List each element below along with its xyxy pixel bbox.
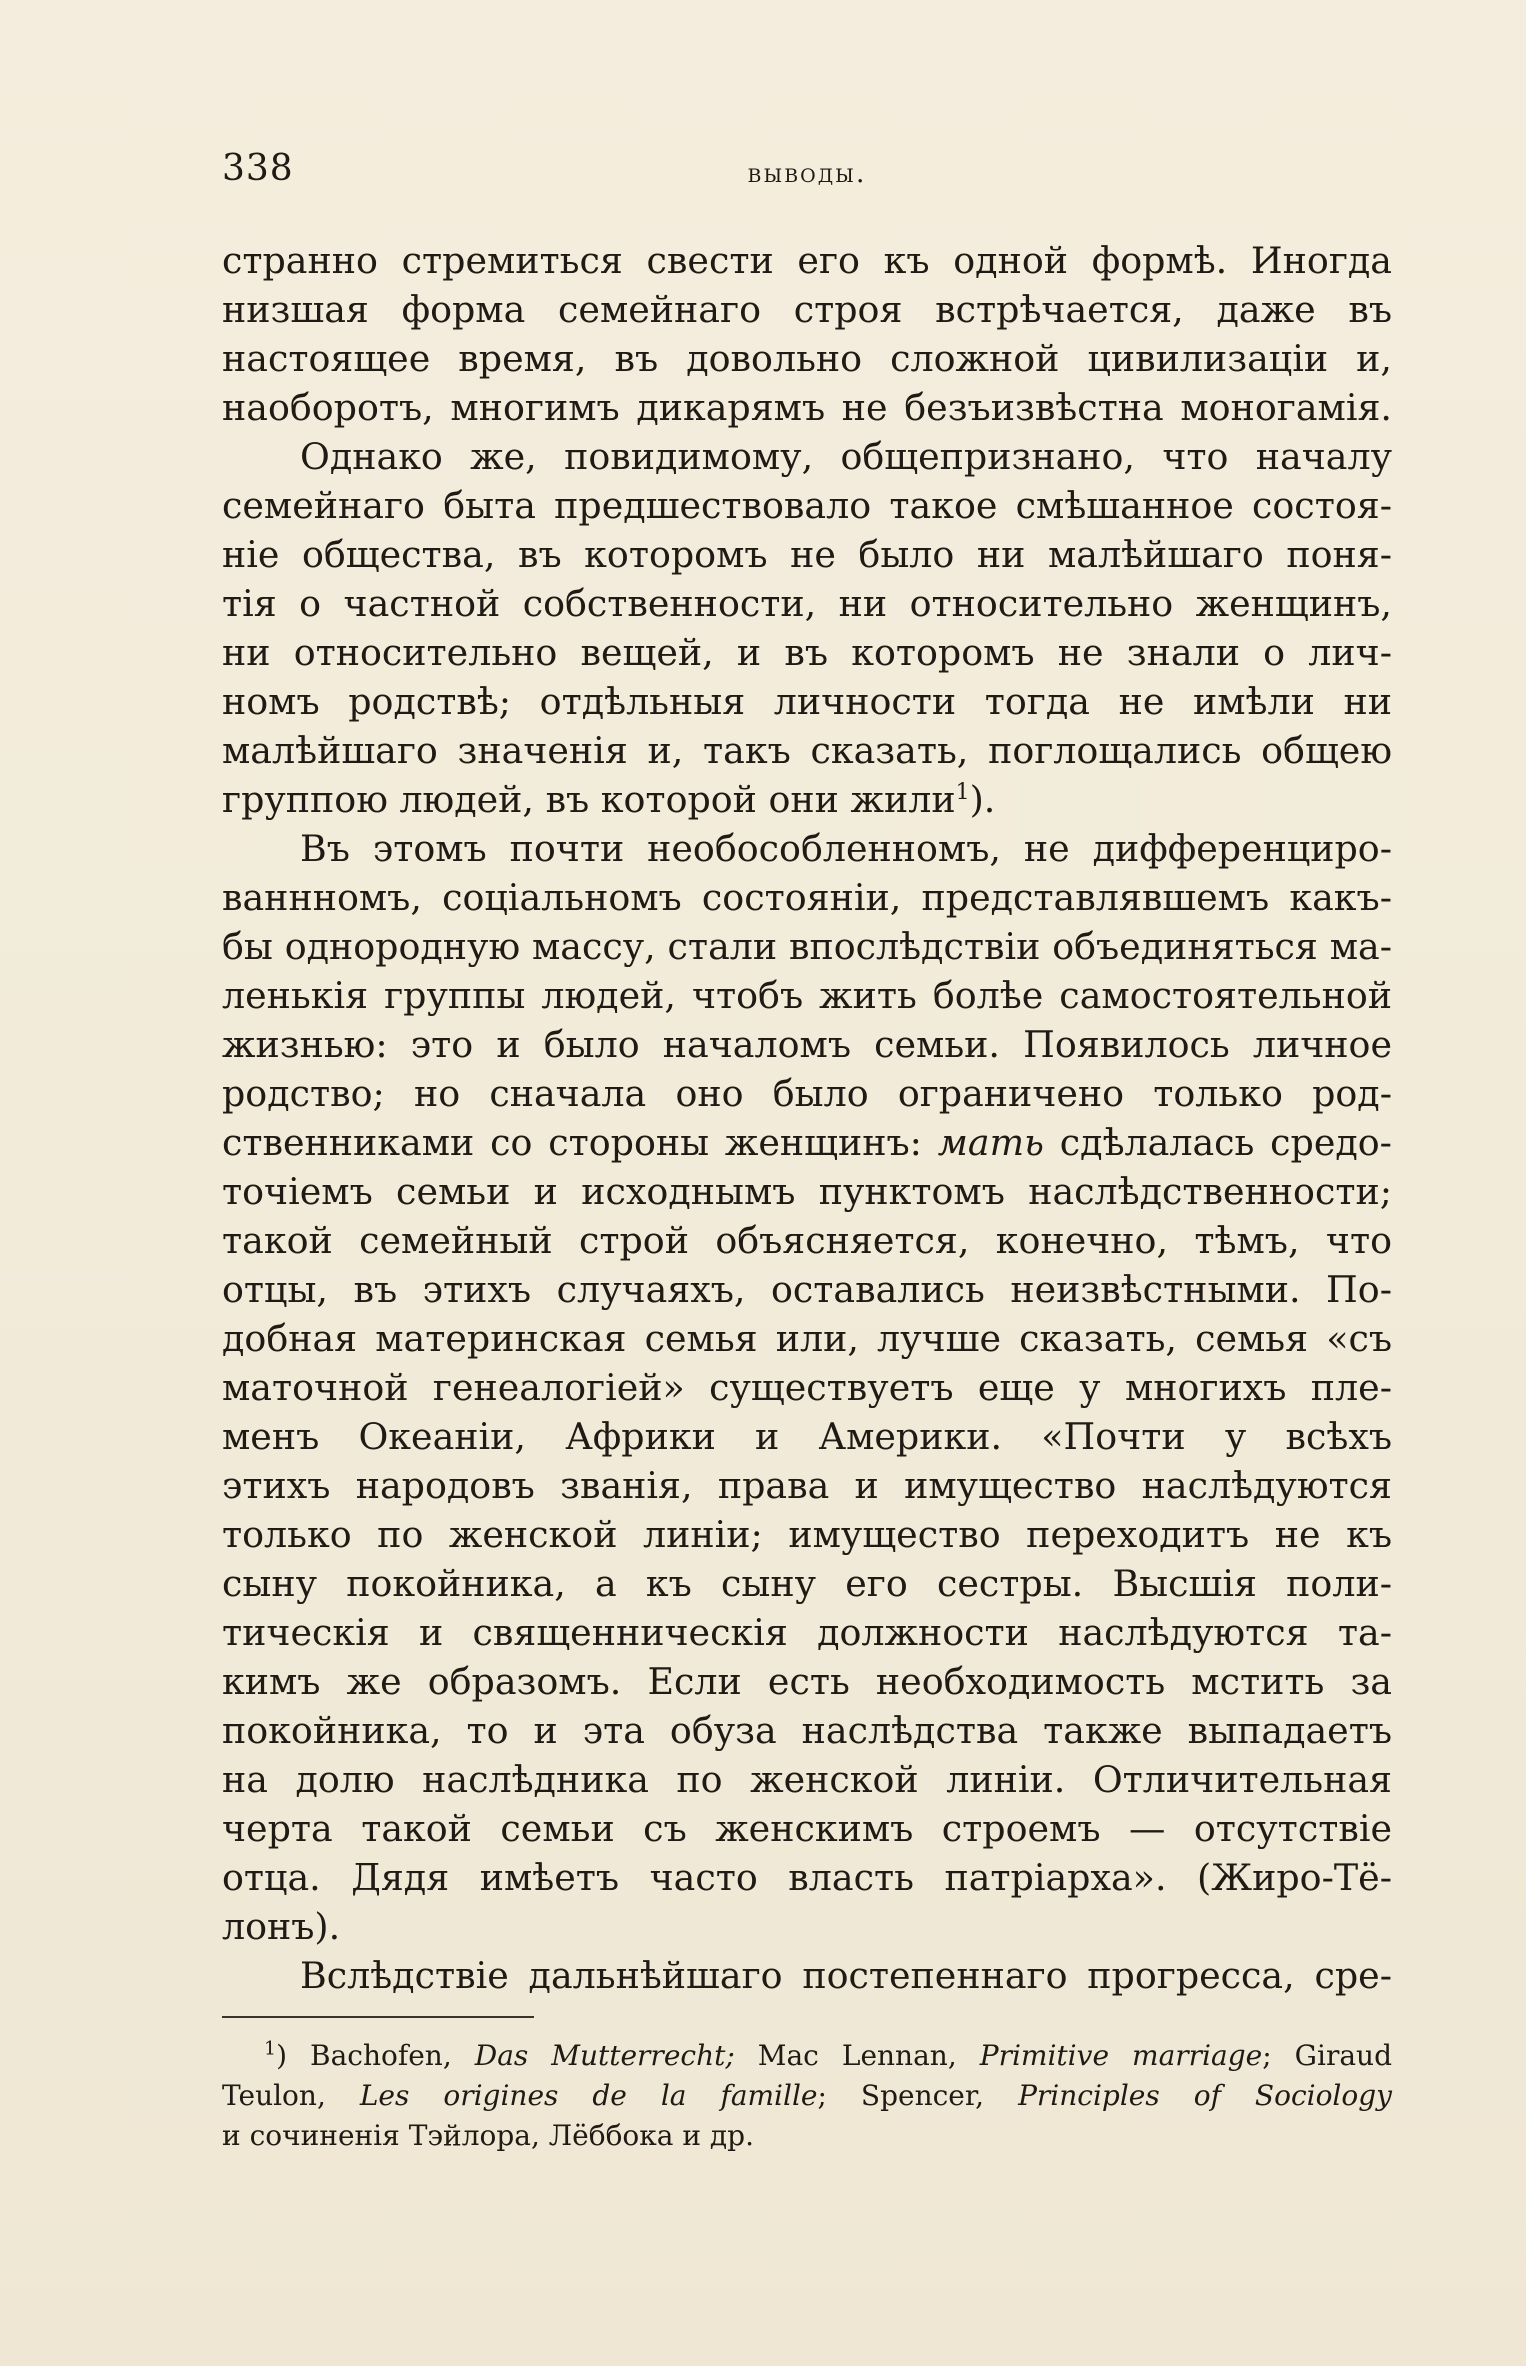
- text-line: ваннномъ, соціальномъ состояніи, представлявшемъ какъ-: [222, 876, 1392, 919]
- text-line: такой семейный строй объясняется, конечно, тѣмъ, что: [222, 1219, 1392, 1262]
- text-line: только по женской линіи; имущество переходитъ не къ: [222, 1513, 1392, 1556]
- footnote-title: Principles of Sociology: [1018, 2079, 1392, 2112]
- text-line: отца. Дядя имѣетъ часто власть патріарха». (Жиро-Тё-: [222, 1856, 1392, 1899]
- text-line: странно стремиться свести его къ одной формѣ. Иногда: [222, 239, 1392, 282]
- text-line: номъ родствѣ; отдѣльныя личности тогда не имѣли ни: [222, 680, 1392, 723]
- footnote-text: ; Giraud: [1262, 2039, 1392, 2072]
- footnote-line: [222, 2036, 1392, 2076]
- text-line: кимъ же образомъ. Если есть необходимость мстить за: [222, 1660, 1392, 1703]
- text-line: настоящее время, въ довольно сложной цивилизаціи и,: [222, 337, 1392, 380]
- paragraph-3: [222, 824, 1392, 1951]
- text-line: сыну покойника, а къ сыну его сестры. Высшія поли-: [222, 1562, 1392, 1605]
- footnote-line: и сочиненія Тэйлора, Лёббока и др.: [222, 2119, 754, 2152]
- text-line: добная материнская семья или, лучше сказать, семья «съ: [222, 1317, 1392, 1360]
- text-line: родство; но сначала оно было ограничено только род-: [222, 1072, 1392, 1115]
- text-line: [222, 775, 1392, 824]
- footnote-title: Primitive marriage: [979, 2039, 1263, 2072]
- text-line: покойника, то и эта обуза наслѣдства также выпадаетъ: [222, 1709, 1392, 1752]
- footnote-text: Teulon,: [222, 2079, 360, 2112]
- italic-word: мать: [937, 1121, 1044, 1164]
- paragraph-4: [222, 1951, 1392, 2000]
- line-text: группою людей, въ которой они жили: [222, 778, 956, 821]
- paragraph-1: [222, 236, 1392, 432]
- line-text: ственниками со стороны женщинъ:: [222, 1121, 922, 1164]
- running-head: выводы.: [747, 158, 867, 189]
- footnote-text: ; Spencer,: [817, 2079, 1019, 2112]
- footnote-line: [222, 2076, 1392, 2116]
- footnote-title: Das Mutterrecht;: [474, 2039, 735, 2072]
- footnote-divider: [222, 2016, 534, 2018]
- text-line: точіемъ семьи и исходнымъ пунктомъ наслѣдственности;: [222, 1170, 1392, 1213]
- text-line: низшая форма семейнаго строя встрѣчается, даже въ: [222, 288, 1392, 331]
- text-line: ніе общества, въ которомъ не было ни малѣйшаго поня-: [222, 533, 1392, 576]
- text-line: тія о частной собственности, ни относительно женщинъ,: [222, 582, 1392, 625]
- paragraph-2: [222, 432, 1392, 824]
- text-line: Вслѣдствіе дальнѣйшаго постепеннаго прогресса, сре-: [300, 1954, 1392, 1997]
- text-line: тическія и священническія должности наслѣдуются та-: [222, 1611, 1392, 1654]
- text-line: жизнью: это и было началомъ семьи. Появилось личное: [222, 1023, 1392, 1066]
- page-header: [222, 148, 1392, 198]
- text-line: на долю наслѣдника по женской линіи. Отличительная: [222, 1758, 1392, 1801]
- text-line: Въ этомъ почти необособленномъ, не дифференциро-: [300, 827, 1392, 870]
- text-line: бы однородную массу, стали впослѣдствіи объединяться ма-: [222, 925, 1392, 968]
- footnote-text: Mac Lennan,: [734, 2039, 980, 2072]
- footnote-text: ) Bachofen,: [276, 2039, 475, 2072]
- line-tail: сдѣлалась средо-: [1043, 1121, 1392, 1164]
- footnote-title: Les origines de la famille: [359, 2079, 818, 2112]
- text-line: [222, 1118, 1392, 1167]
- text-line: отцы, въ этихъ случаяхъ, оставались неизвѣстными. По-: [222, 1268, 1392, 1311]
- footnote: [222, 2036, 1392, 2156]
- text-line: Однако же, повидимому, общепризнано, что началу: [300, 435, 1392, 478]
- page-number: 338: [222, 148, 294, 189]
- text-line: менъ Океаніи, Африки и Америки. «Почти у всѣхъ: [222, 1415, 1392, 1458]
- text-line: ни относительно вещей, и въ которомъ не знали о лич-: [222, 631, 1392, 674]
- line-tail: ).: [969, 778, 996, 821]
- text-line: маточной генеалогіей» существуетъ еще у многихъ пле-: [222, 1366, 1392, 1409]
- text-line: ленькія группы людей, чтобъ жить болѣе самостоятельной: [222, 974, 1392, 1017]
- text-line: малѣйшаго значенія и, такъ сказать, поглощались общею: [222, 729, 1392, 772]
- main-text: [222, 236, 1392, 2000]
- text-line: лонъ).: [222, 1905, 341, 1948]
- text-line: наоборотъ, многимъ дикарямъ не безъизвѣстна моногамія.: [222, 386, 1392, 429]
- text-line: черта такой семьи съ женскимъ строемъ — отсутствіе: [222, 1807, 1392, 1850]
- text-line: этихъ народовъ званія, права и имущество наслѣдуются: [222, 1464, 1392, 1507]
- footnote-mark: 1: [264, 2037, 277, 2060]
- text-line: семейнаго быта предшествовало такое смѣшанное состоя-: [222, 484, 1392, 527]
- footnote-reference[interactable]: 1: [955, 779, 970, 805]
